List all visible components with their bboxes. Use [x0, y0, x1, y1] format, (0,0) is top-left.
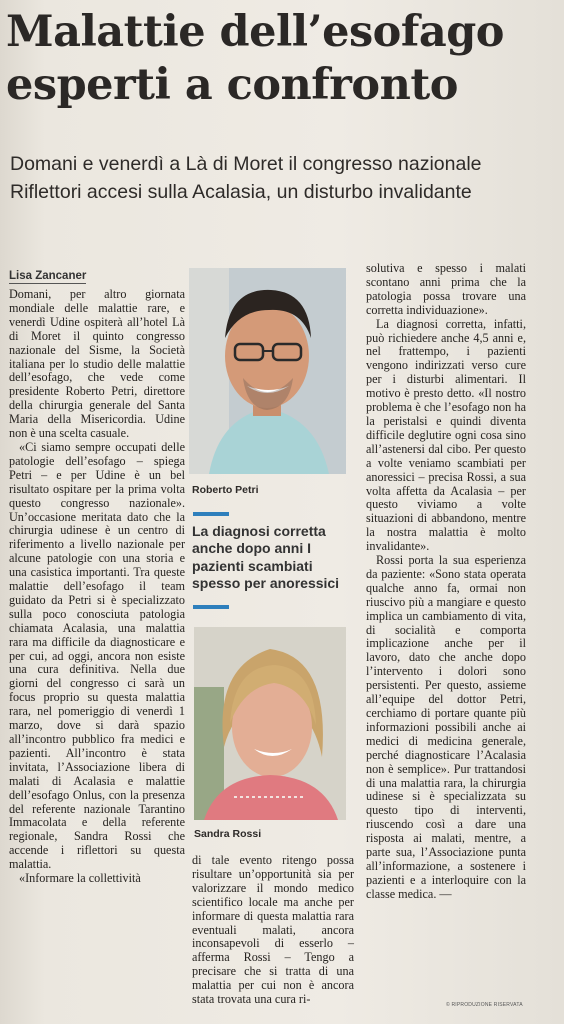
accent-bar — [193, 512, 229, 516]
portrait-woman-image — [194, 627, 346, 820]
accent-bar — [193, 605, 229, 609]
photo-caption: Roberto Petri — [192, 484, 259, 496]
paragraph: Rossi porta la sua esperienza da paziente: «Sono stata operata qualche anno fa, ormai non riuscivo più a mangiare e questo implica un cambiamento di vita, di socialità e comporta implicazione anche per il lavoro, dato che anche dopo l’intervento i dolori sono persistenti. Per questo, assieme all’equipe del dottor Petri, cerchiamo di portare quante più informazioni possibili anche ai medici di medicina generale, perché diagnosticare l’Acalasia non è semplice». Pur trattandosi di una malattia rara, la chirurgia udinese si è specializzata su questo tipo di interventi, riuscendo così a dare una risposta ai malati, mentre, a parte sua, l’Associazione punta all’informazione, a sostenere i pazienti e a interloquire con la classe medica. — — [366, 553, 526, 901]
byline: Lisa Zancaner — [9, 270, 87, 282]
paragraph: solutiva e spesso i malati scontano anni prima che la patologia possa trovare una corretta individuazione». — [366, 261, 526, 317]
subheadline-line-2: Riflettori accesi sulla Acalasia, un disturbo invalidante — [10, 181, 472, 203]
paragraph: Domani, per altro giornata mondiale delle malattie rare, e venerdì Udine ospiterà all’hotel Là di Moret il quinto congresso nazionale del Sismе, la Società italiana per lo studio delle malattie dell’esofago, che vede come presidente Roberto Petri, direttore della chirurgia generale del Santa Maria della Misericordia. Udine non è una scelta casuale. — [9, 287, 185, 441]
pull-quote: La diagnosi corretta anche dopo anni I pazienti scambiati spesso per anoressici — [192, 523, 340, 591]
paragraph: La diagnosi corretta, infatti, può richiedere anche 4,5 anni e, nel frattempo, i pazienti vengono indirizzati verso cure per i disturbi alimentari. Il motivo è presto detto. «Il nostro problema è che l’esofago non ha la peristalsi e quindi diventa difficile deglutire ogni cosa sino all’astenersi dal cibo. Per questo a volte veniamo scambiati per anoressici – precisa Rossi, a sua volta affetta da Acalasia – per questo viviamo a volte situazioni di abbandono, mentre la nostra malattia è molto invalidante». — [366, 316, 526, 554]
article-column-1 — [9, 288, 185, 886]
paragraph: «Informare la collettività — [19, 871, 141, 886]
article-column-3 — [366, 262, 526, 902]
headline-line-2: esperti a confronto — [6, 60, 458, 110]
paragraph: di tale evento ritengo possa risultare un’opportunità sia per valorizzare il mondo medico scientifico locale ma anche per informare di questa malattia rara eventuali malati, ancora inconsapevoli di esserlo – afferma Rossi – Tengo a precisare che si tratta di una malattia per cui non è ancora stata trovata una cura ri- — [192, 853, 354, 1007]
headline-line-1: Malattie dell’esofago — [6, 7, 504, 57]
subheadline-line-1: Domani e venerdì a Là di Moret il congresso nazionale — [10, 153, 482, 175]
headline — [6, 6, 546, 112]
article-column-2 — [192, 854, 354, 1007]
photo-roberto-petri — [189, 268, 346, 474]
photo-sandra-rossi — [194, 627, 346, 820]
photo-caption: Sandra Rossi — [194, 828, 262, 840]
paragraph: «Ci siamo sempre occupati delle patologie dell’esofago – spiega Petri – e per Udine è un bel risultato ospitare per la prima volta questo congresso nazionale». Un’occasione meritata dato che la chirurgia udinese è un centro di riferimento a livello nazionale per alcune patologie con una storia e una casistica importanti. Tra queste malattie dell’esofago il team guidato da Petri si è specializzato sulla poco conosciuta patologia chiamata Acalasia, una malattia rara ma difficile da diagnosticare e per cui, ad oggi, ancora non esiste una cura definitiva. Nella due giorni del congresso ci sarà un focus proprio su questa malattia rara, nel pomeriggio di venerdì 1 marzo, dove si darà spazio all’incontro pubblico fra medici e pazienti. All’incontro è stata invitata, l’Associazione libera di malati di Acalasia e malattie dell’esofago Onlus, con la presenza del referente nazionale Tarantino Immacolata e della referente regionale, Sandra Rossi che accende i riflettori su questa malattia. — [9, 439, 185, 872]
copyright-notice: © RIPRODUZIONE RISERVATA — [446, 1002, 523, 1008]
portrait-man-image — [189, 268, 346, 474]
subheadline — [10, 150, 550, 206]
